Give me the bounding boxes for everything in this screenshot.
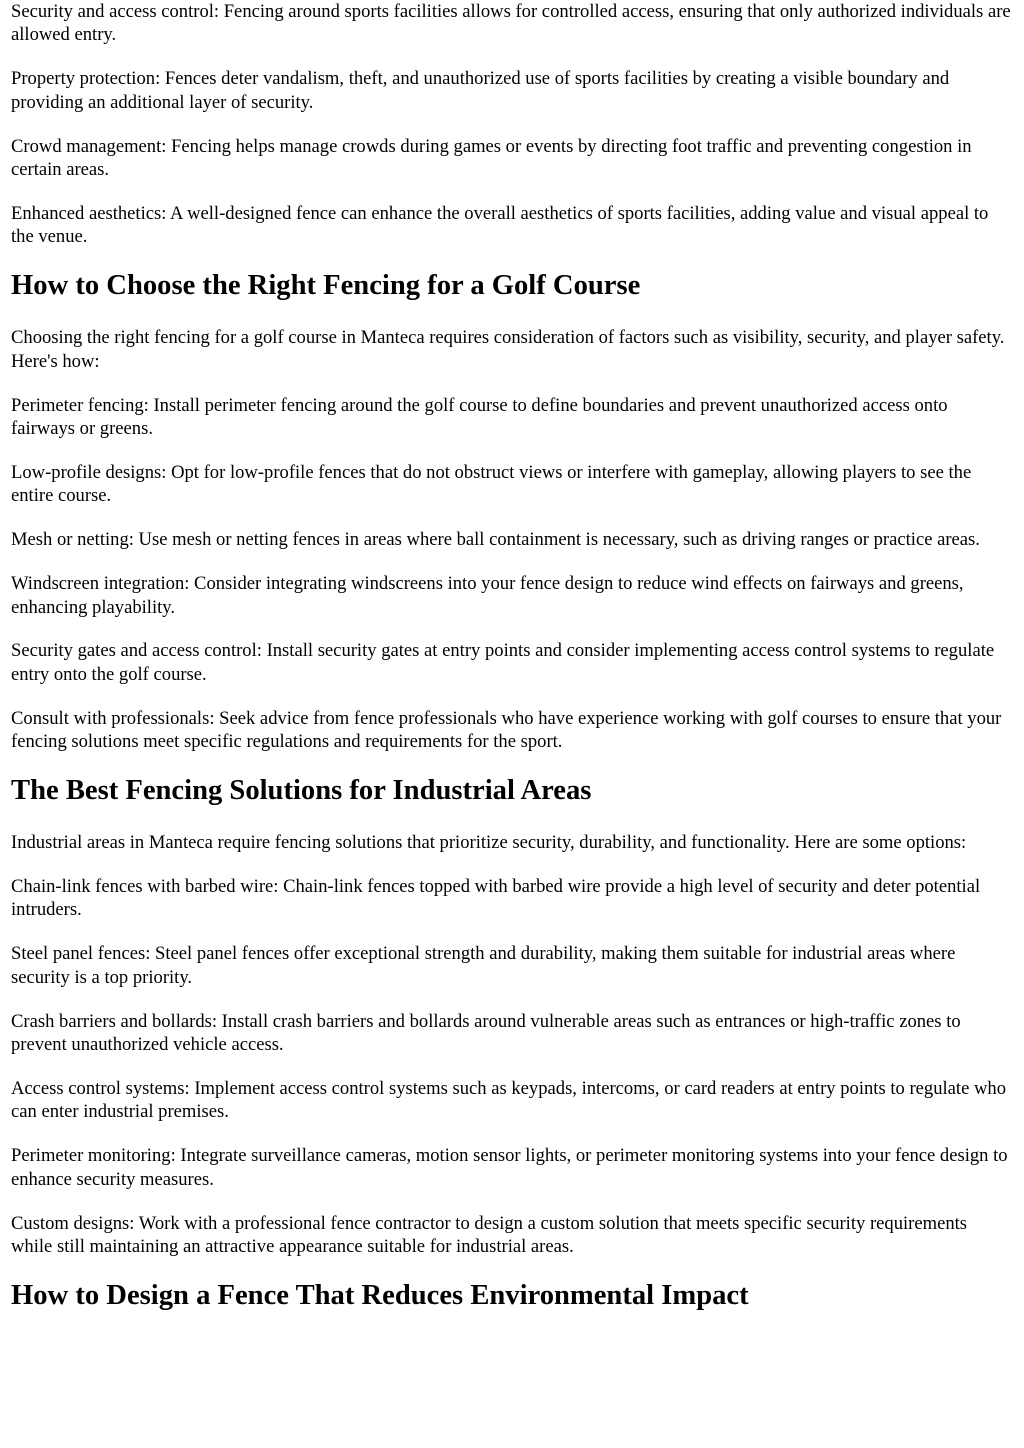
heading-golf-course: How to Choose the Right Fencing for a Golf Course (11, 270, 641, 302)
paragraph-golf-intro: Choosing the right fencing for a golf course in Manteca requires consideration of factors such as visibility, security, and player safety. Here's how: (11, 327, 1005, 372)
paragraph-low-profile: Low-profile designs: Opt for low-profile fences that do not obstruct views or interfere with gameplay, allowing players to see the entire course. (11, 461, 972, 507)
paragraph-security-access: Security and access control: Fencing around sports facilities allows for controlled access, ensuring that only authorized individuals are allowed entry. (11, 1, 1011, 46)
paragraph-crowd-management: Crowd management: Fencing helps manage crowds during games or events by directing foot traffic and preventing congestion in certain areas. (11, 135, 972, 181)
section-environmental-impact (11, 1279, 1012, 1313)
paragraph-perimeter-monitoring: Perimeter monitoring: Integrate surveillance cameras, motion sensor lights, or perimeter monitoring systems into your fence design to enhance security measures. (11, 1145, 1008, 1190)
paragraph-perimeter-fencing: Perimeter fencing: Install perimeter fencing around the golf course to define boundaries and prevent unauthorized access onto fairways or greens. (11, 394, 948, 439)
paragraph-steel-panel: Steel panel fences: Steel panel fences offer exceptional strength and durability, making them suitable for industrial areas where security is a top priority. (11, 943, 956, 988)
heading-environmental-impact: How to Design a Fence That Reduces Environmental Impact (11, 1279, 749, 1311)
paragraph-windscreen: Windscreen integration: Consider integrating windscreens into your fence design to reduce wind effects on fairways and greens, enhancing playability. (11, 573, 964, 618)
section-industrial-areas (11, 774, 1012, 1258)
section-sports-benefits (11, 0, 1012, 249)
paragraph-mesh-netting: Mesh or netting: Use mesh or netting fences in areas where ball containment is necessary, such as driving ranges or practice areas. (11, 529, 980, 551)
paragraph-security-gates: Security gates and access control: Install security gates at entry points and consider implementing access control systems to regulate entry onto the golf course. (11, 640, 995, 685)
heading-industrial-areas: The Best Fencing Solutions for Industrial Areas (11, 775, 592, 807)
paragraph-custom-designs: Custom designs: Work with a professional fence contractor to design a custom solution that meets specific security requirements while still maintaining an attractive appearance suitable for industrial areas. (11, 1212, 968, 1257)
paragraph-access-control: Access control systems: Implement access control systems such as keypads, intercoms, or card readers at entry points to regulate who can enter industrial premises. (11, 1077, 1007, 1123)
section-golf-course (11, 269, 1012, 753)
paragraph-consult-professionals: Consult with professionals: Seek advice from fence professionals who have experience working with golf courses to ensure that your fencing solutions meet specific regulations and requirements for the sport. (11, 707, 1002, 753)
paragraph-crash-barriers: Crash barriers and bollards: Install crash barriers and bollards around vulnerable areas such as entrances or high-traffic zones to prevent unauthorized vehicle access. (11, 1010, 961, 1055)
paragraph-property-protection: Property protection: Fences deter vandalism, theft, and unauthorized use of sports facilities by creating a visible boundary and providing an additional layer of security. (11, 68, 950, 113)
paragraph-chain-link: Chain-link fences with barbed wire: Chain-link fences topped with barbed wire provide a high level of security and deter potential intruders. (11, 875, 981, 921)
paragraph-industrial-intro: Industrial areas in Manteca require fencing solutions that prioritize security, durability, and functionality. Here are some options: (11, 832, 967, 854)
paragraph-enhanced-aesthetics: Enhanced aesthetics: A well-designed fence can enhance the overall aesthetics of sports facilities, adding value and visual appeal to the venue. (11, 202, 989, 248)
